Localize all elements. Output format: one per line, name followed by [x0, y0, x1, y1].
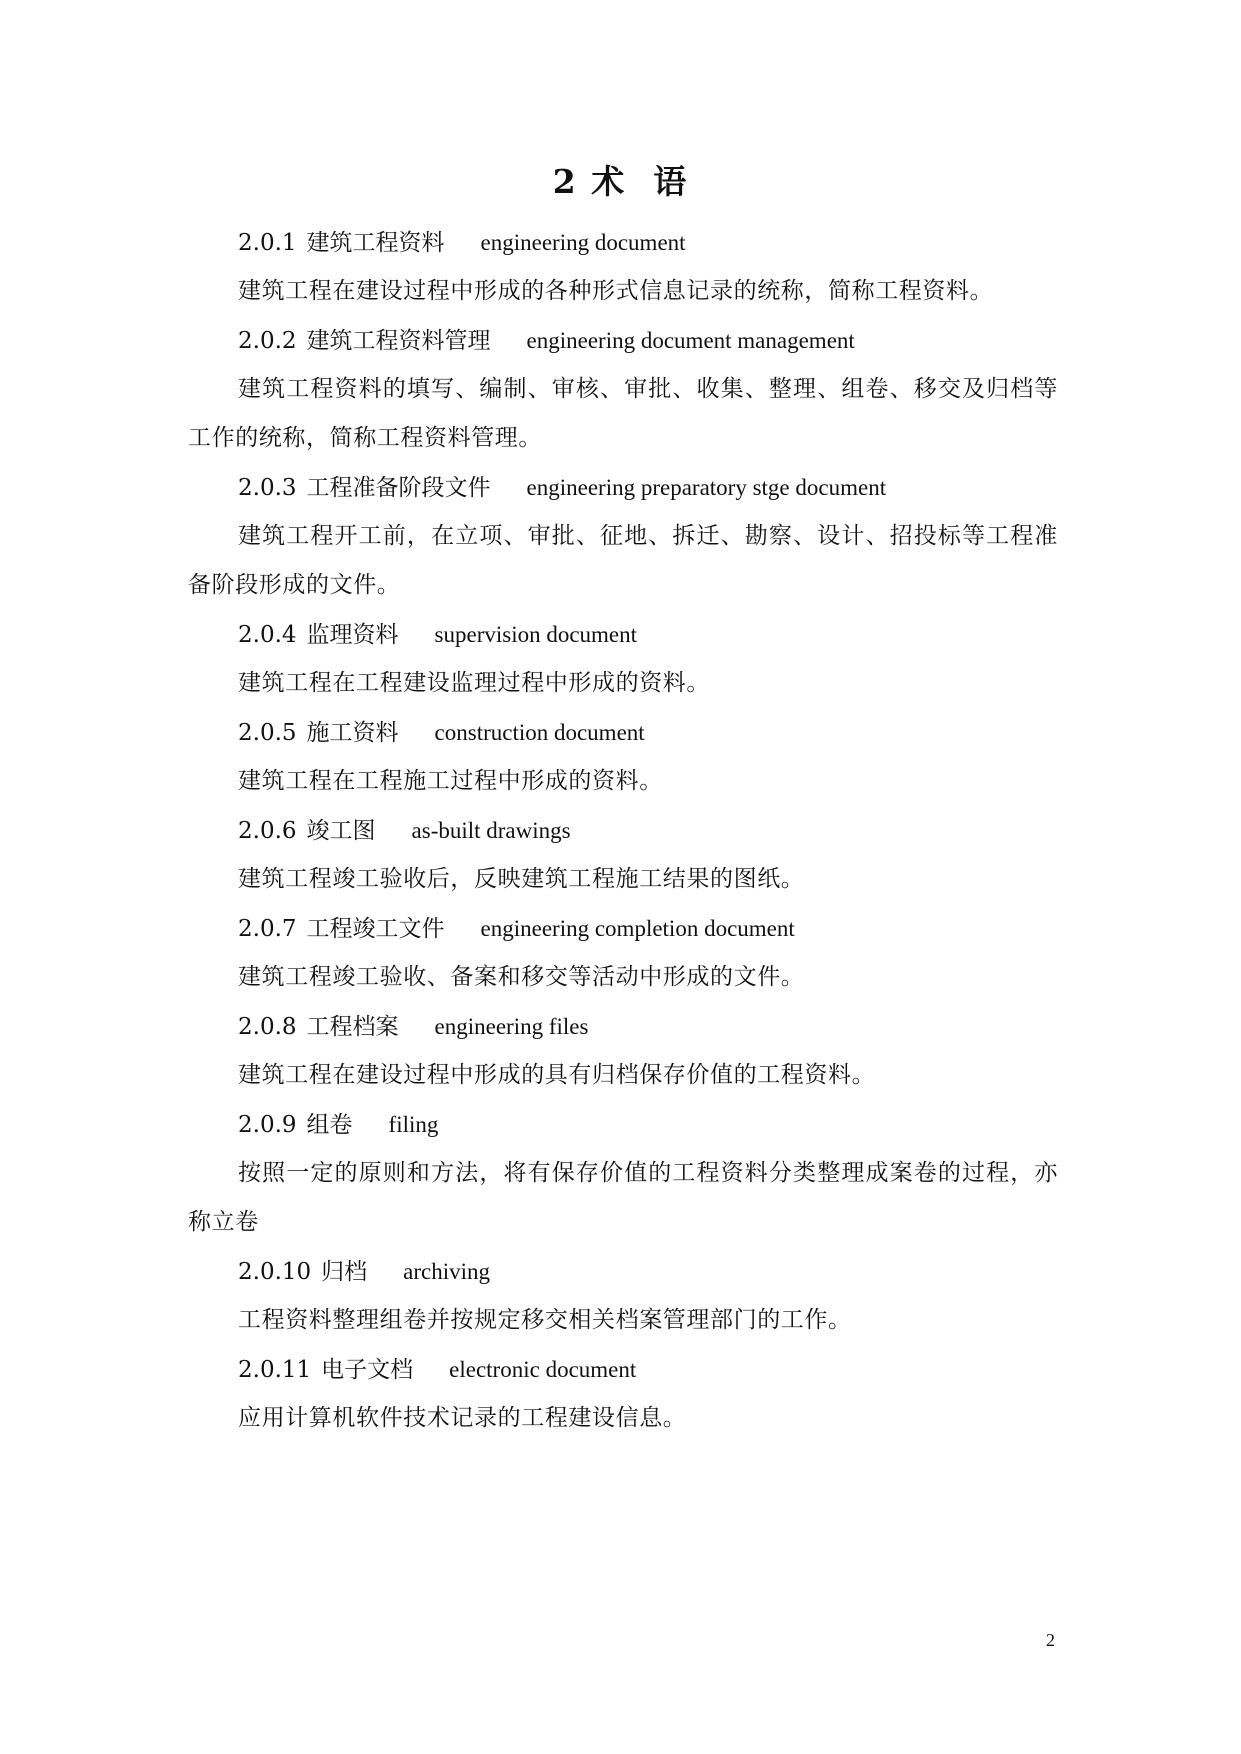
- term-chinese: 组卷: [306, 1112, 353, 1138]
- page-number: 2: [1046, 1630, 1055, 1650]
- term-number: 2.0.2: [238, 328, 297, 354]
- term-english: supervision document: [434, 622, 638, 647]
- term-heading: [188, 463, 1058, 512]
- term-entry: [188, 904, 1058, 1002]
- term-english: as-built drawings: [411, 818, 571, 843]
- term-definition: 建筑工程资料的填写、编制、审核、审批、收集、整理、组卷、移交及归档等工作的统称，简称工程资料管理。: [188, 376, 1058, 451]
- term-number: 2.0.8: [238, 1014, 297, 1040]
- terms-list: [188, 218, 1058, 1443]
- term-chinese: 建筑工程资料: [306, 230, 445, 256]
- term-definition: 建筑工程在建设过程中形成的具有归档保存价值的工程资料。: [238, 1062, 876, 1088]
- term-heading: [188, 806, 1058, 855]
- term-entry: [188, 218, 1058, 316]
- term-entry: [188, 806, 1058, 904]
- term-english: engineering completion document: [480, 916, 795, 941]
- term-number: 2.0.11: [238, 1357, 312, 1383]
- term-definition: 建筑工程竣工验收、备案和移交等活动中形成的文件。: [238, 964, 805, 990]
- term-definition: 建筑工程在工程施工过程中形成的资料。: [238, 768, 663, 794]
- term-entry: [188, 610, 1058, 708]
- term-definition: 建筑工程在建设过程中形成的各种形式信息记录的统称，简称工程资料。: [238, 278, 994, 304]
- term-english: filing: [388, 1112, 439, 1137]
- term-english: engineering preparatory stge document: [526, 475, 887, 500]
- term-heading: [188, 1345, 1058, 1394]
- term-number: 2.0.9: [238, 1112, 297, 1138]
- term-definition: 建筑工程竣工验收后，反映建筑工程施工结果的图纸。: [238, 866, 805, 892]
- term-number: 2.0.1: [238, 230, 297, 256]
- term-english: construction document: [434, 720, 645, 745]
- term-heading: [188, 1100, 1058, 1149]
- term-number: 2.0.5: [238, 720, 297, 746]
- term-chinese: 竣工图: [306, 818, 376, 844]
- term-number: 2.0.3: [238, 475, 297, 501]
- term-entry: [188, 1345, 1058, 1443]
- term-heading: [188, 904, 1058, 953]
- term-entry: [188, 1247, 1058, 1345]
- section-title: 2 术 语: [552, 162, 689, 201]
- term-english: engineering files: [434, 1014, 589, 1039]
- term-number: 2.0.7: [238, 916, 297, 942]
- term-english: electronic document: [449, 1357, 637, 1382]
- term-heading: [188, 218, 1058, 267]
- term-heading: [188, 610, 1058, 659]
- term-chinese: 归档: [321, 1259, 368, 1285]
- term-english: archiving: [403, 1259, 491, 1284]
- term-number: 2.0.6: [238, 818, 297, 844]
- term-definition: 应用计算机软件技术记录的工程建设信息。: [238, 1405, 687, 1431]
- term-chinese: 电子文档: [321, 1357, 414, 1383]
- term-english: engineering document: [480, 230, 686, 255]
- term-entry: [188, 1100, 1058, 1247]
- term-entry: [188, 1002, 1058, 1100]
- term-chinese: 工程准备阶段文件: [306, 475, 491, 501]
- term-number: 2.0.10: [238, 1259, 312, 1285]
- term-heading: [188, 316, 1058, 365]
- term-definition: 工程资料整理组卷并按规定移交相关档案管理部门的工作。: [238, 1307, 852, 1333]
- term-heading: [188, 1247, 1058, 1296]
- term-entry: [188, 463, 1058, 610]
- term-definition: 建筑工程在工程建设监理过程中形成的资料。: [238, 670, 710, 696]
- term-chinese: 监理资料: [306, 622, 399, 648]
- term-definition: 建筑工程开工前，在立项、审批、征地、拆迁、勘察、设计、招投标等工程准备阶段形成的文件。: [188, 523, 1058, 598]
- term-chinese: 工程档案: [306, 1014, 399, 1040]
- term-definition: 按照一定的原则和方法，将有保存价值的工程资料分类整理成案卷的过程，亦称立卷: [188, 1160, 1058, 1235]
- term-number: 2.0.4: [238, 622, 297, 648]
- term-chinese: 施工资料: [306, 720, 399, 746]
- term-entry: [188, 316, 1058, 463]
- term-chinese: 建筑工程资料管理: [306, 328, 491, 354]
- term-heading: [188, 1002, 1058, 1051]
- term-english: engineering document management: [526, 328, 855, 353]
- term-heading: [188, 708, 1058, 757]
- term-chinese: 工程竣工文件: [306, 916, 445, 942]
- term-entry: [188, 708, 1058, 806]
